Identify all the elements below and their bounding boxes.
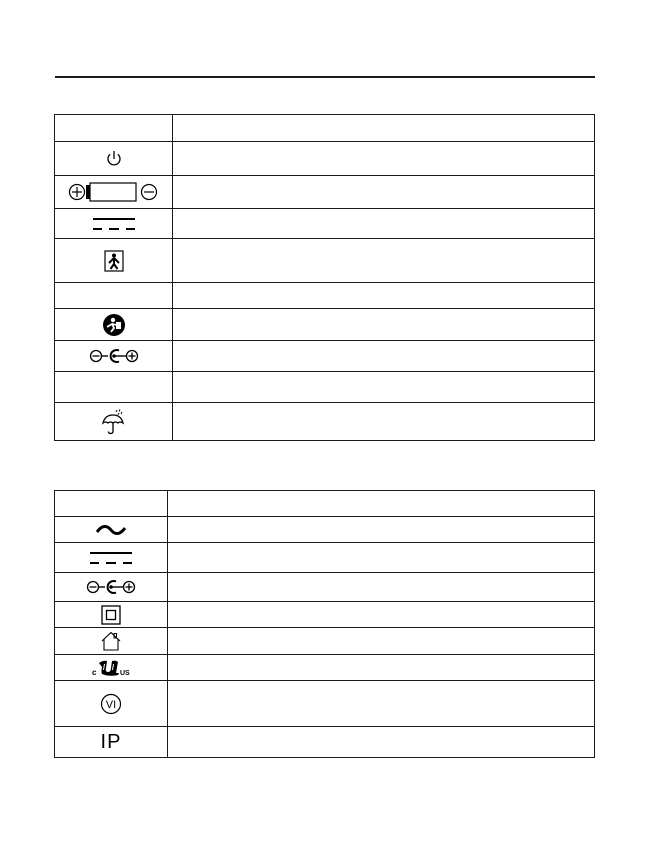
header-symbol-cell bbox=[55, 491, 168, 517]
table-row bbox=[55, 403, 595, 441]
table-row bbox=[55, 209, 595, 239]
table-row bbox=[55, 176, 595, 209]
table-row bbox=[55, 283, 595, 309]
symbol-cell bbox=[55, 372, 173, 403]
symbol-cell bbox=[55, 602, 168, 628]
description-cell bbox=[168, 517, 595, 543]
table-row bbox=[55, 239, 595, 283]
description-cell bbox=[173, 142, 595, 176]
table-row bbox=[55, 372, 595, 403]
ul-listed-mark-icon bbox=[91, 659, 131, 677]
symbols-table-1 bbox=[54, 114, 595, 441]
description-cell bbox=[168, 543, 595, 573]
type-b-applied-part-icon bbox=[104, 250, 124, 272]
keep-dry-icon bbox=[101, 409, 127, 435]
description-cell bbox=[168, 727, 595, 758]
header-symbol-cell bbox=[55, 115, 173, 142]
table-row bbox=[55, 341, 595, 372]
description-cell bbox=[173, 309, 595, 341]
symbol-cell bbox=[55, 573, 168, 602]
description-cell bbox=[168, 628, 595, 655]
table-row bbox=[55, 573, 595, 602]
alternating-current-icon bbox=[95, 523, 127, 537]
table-row bbox=[55, 655, 595, 681]
direct-current-icon bbox=[89, 550, 133, 566]
ul-mark-us: US bbox=[120, 669, 130, 677]
symbol-cell bbox=[55, 142, 173, 176]
description-cell bbox=[173, 372, 595, 403]
symbols-table-2 bbox=[54, 490, 595, 758]
table-row bbox=[55, 727, 595, 758]
description-cell bbox=[173, 341, 595, 372]
table-row bbox=[55, 517, 595, 543]
table-row bbox=[55, 681, 595, 727]
description-cell bbox=[173, 239, 595, 283]
table-row bbox=[55, 543, 595, 573]
follow-instructions-icon bbox=[102, 313, 126, 337]
description-cell bbox=[168, 602, 595, 628]
table-header-row bbox=[55, 491, 595, 517]
ul-mark-c: c bbox=[92, 667, 97, 677]
dc-polarity-icon bbox=[86, 579, 136, 595]
description-cell bbox=[168, 681, 595, 727]
symbol-cell bbox=[55, 176, 173, 209]
description-cell bbox=[168, 655, 595, 681]
header-description-cell bbox=[168, 491, 595, 517]
indoor-use-only-icon bbox=[100, 631, 122, 651]
symbol-cell bbox=[55, 209, 173, 239]
symbol-cell bbox=[55, 517, 168, 543]
description-cell bbox=[173, 283, 595, 309]
ip-rating-icon: IP bbox=[100, 730, 122, 753]
table-row bbox=[55, 309, 595, 341]
header-description-cell bbox=[173, 115, 595, 142]
symbol-cell bbox=[55, 727, 168, 758]
symbol-cell bbox=[55, 309, 173, 341]
symbol-cell bbox=[55, 403, 173, 441]
dc-polarity-icon bbox=[89, 348, 139, 364]
description-cell bbox=[173, 209, 595, 239]
table-row bbox=[55, 602, 595, 628]
power-standby-icon bbox=[104, 149, 124, 169]
symbol-cell bbox=[55, 655, 168, 681]
symbol-cell bbox=[55, 239, 173, 283]
table-header-row bbox=[55, 115, 595, 142]
description-cell bbox=[173, 176, 595, 209]
direct-current-icon bbox=[92, 216, 136, 232]
description-cell bbox=[173, 403, 595, 441]
symbol-cell bbox=[55, 283, 173, 309]
symbol-cell bbox=[55, 681, 168, 727]
efficiency-level-vi-icon bbox=[100, 693, 122, 715]
efficiency-level-text: VI bbox=[105, 698, 117, 711]
battery-polarity-icon bbox=[68, 181, 160, 203]
symbol-cell bbox=[55, 628, 168, 655]
class-ii-double-insulation-icon bbox=[101, 605, 121, 625]
table-row bbox=[55, 142, 595, 176]
top-divider bbox=[55, 76, 595, 78]
symbol-cell bbox=[55, 543, 168, 573]
table-row bbox=[55, 628, 595, 655]
description-cell bbox=[168, 573, 595, 602]
symbol-cell bbox=[55, 341, 173, 372]
